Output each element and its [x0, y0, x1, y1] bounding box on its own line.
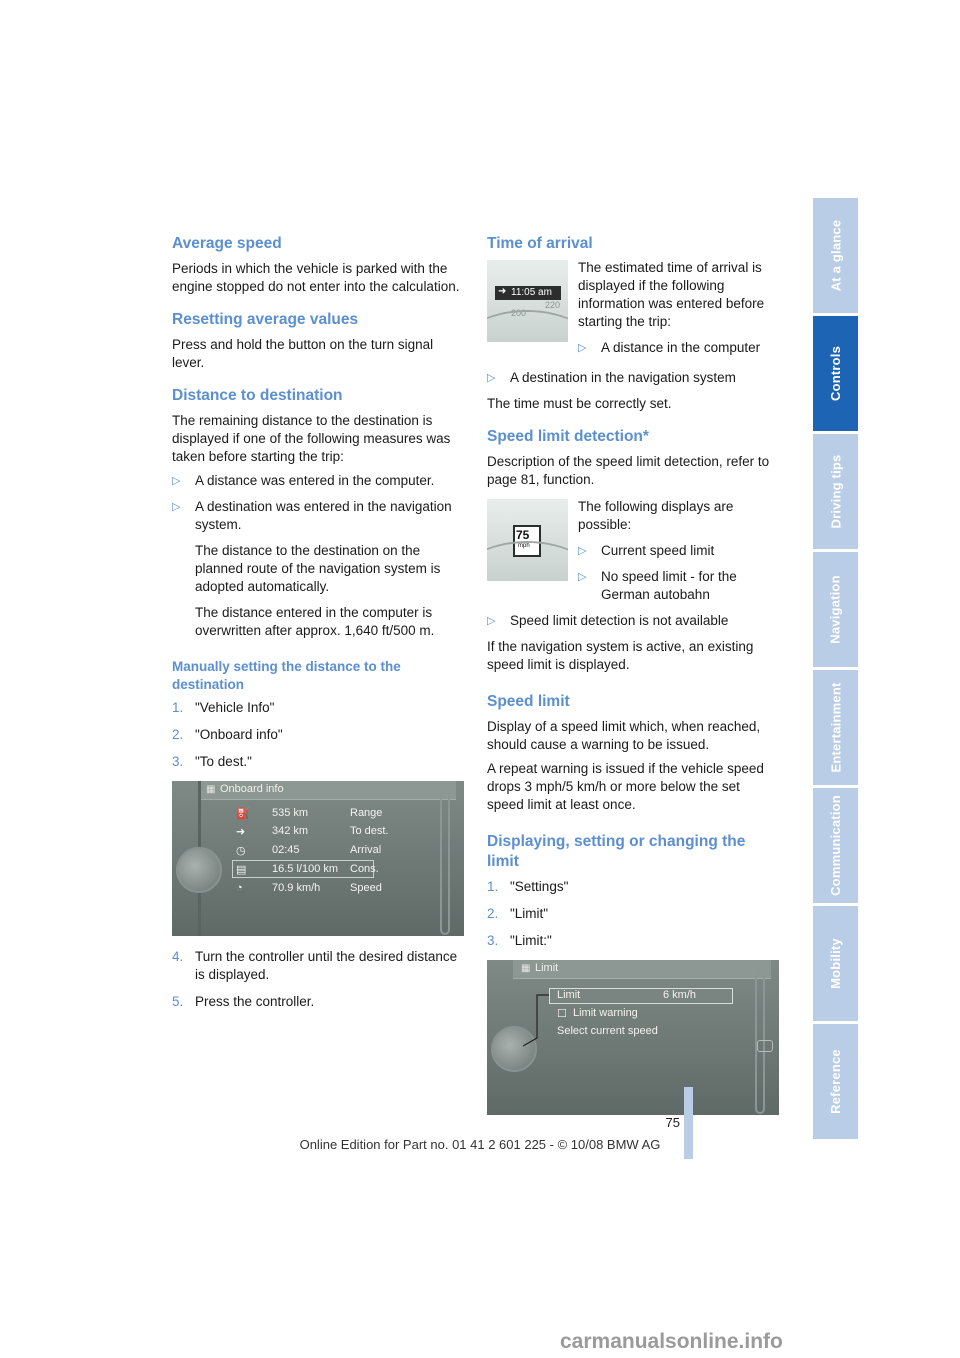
- thumb-tick: 220: [545, 300, 561, 310]
- option-label: Select current speed: [557, 1025, 658, 1037]
- bullet-item: [487, 369, 779, 387]
- step-item: [172, 699, 464, 717]
- step-item: [172, 726, 464, 744]
- tab-at-a-glance[interactable]: [813, 198, 858, 313]
- bullet-item: [172, 498, 464, 534]
- step-text: Turn the controller until the desired distance is displayed.: [195, 949, 458, 982]
- watermark: carmanualsonline.info: [560, 1330, 783, 1353]
- bullet-text: A distance was entered in the computer.: [195, 473, 435, 488]
- text-distance: The remaining distance to the destination is displayed if one of the following measures was taken before starting the trip:: [172, 413, 451, 464]
- text-sld-intro: The following displays are possible:: [578, 499, 734, 532]
- tab-label: Reference: [828, 1049, 844, 1114]
- arrival-figure-group: [487, 260, 779, 365]
- sub-paragraph: The distance to the destination on the planned route of the navigation system is adopted automatically.: [195, 543, 441, 594]
- sub-paragraph: The distance entered in the computer is overwritten after approx. 1,640 ft/500 m.: [195, 605, 435, 638]
- screen-row-label: To dest.: [350, 825, 389, 837]
- tab-label: Controls: [828, 345, 844, 402]
- bullet-marker-icon: ▷: [172, 475, 181, 487]
- limit-field-value: 6 km/h: [663, 989, 697, 1001]
- right-column: [487, 234, 779, 1115]
- step-text: Press the controller.: [195, 994, 315, 1009]
- heading-distance: Distance to destination: [172, 387, 343, 404]
- text-average-speed: Periods in which the vehicle is parked with the engine stopped do not enter into the calculation.: [172, 261, 460, 294]
- speed-sign-value: 75: [516, 528, 530, 542]
- tab-navigation[interactable]: [813, 552, 858, 667]
- step-item: [487, 932, 779, 950]
- text-reset: Press and hold the button on the turn signal lever.: [172, 337, 434, 370]
- section-arrival: [487, 234, 779, 413]
- bullet-marker-icon: ▷: [578, 545, 587, 557]
- tab-label: At a glance: [828, 219, 843, 292]
- bullet-marker-icon: ▷: [172, 501, 181, 513]
- step-number: 4.: [172, 949, 184, 964]
- footer-text: Online Edition for Part no. 01 41 2 601 225 - © 10/08 BMW AG: [299, 1137, 661, 1152]
- heading-manual-distance: Manually setting the distance to the destination: [172, 659, 401, 692]
- step-text: "Settings": [510, 879, 569, 894]
- text-sld-note: If the navigation system is active, an existing speed limit is displayed.: [487, 639, 754, 672]
- arrival-figure-text: [578, 260, 779, 365]
- bullet-item: [487, 612, 779, 630]
- step-item: [172, 948, 464, 984]
- step-number: 2.: [172, 727, 184, 742]
- checkbox-icon: ☐: [557, 1008, 567, 1020]
- section-reset: [172, 310, 464, 372]
- bullet-marker-icon: ▷: [487, 615, 496, 627]
- step-text: "Limit:": [510, 933, 552, 948]
- gauge-arc: [487, 541, 568, 581]
- step-number: 3.: [487, 933, 499, 948]
- bullet-item: [578, 339, 779, 357]
- bullet-text: A distance in the computer: [601, 340, 761, 355]
- page-number: 75: [665, 1115, 680, 1130]
- text-limit-2: A repeat warning is issued if the vehicle speed drops 3 mph/5 km/h or more below the set speed limit at least once.: [487, 761, 764, 812]
- step-number: 2.: [487, 906, 499, 921]
- pump-icon: ▤: [236, 864, 247, 876]
- bullet-text: A destination in the navigation system: [510, 370, 736, 385]
- limit-field-label: Limit: [557, 989, 581, 1001]
- step-text: "To dest.": [195, 754, 252, 769]
- screen-menu-icon: ▦: [206, 784, 216, 795]
- onboard-info-screenshot: [172, 781, 464, 936]
- arrow-icon: ➜: [498, 286, 507, 297]
- tab-label: Driving tips: [828, 454, 844, 529]
- sld-figure-group: [487, 499, 779, 612]
- text-arrival: The estimated time of arrival is displayed if the following information was entered before starting the trip:: [578, 260, 765, 329]
- step-text: "Vehicle Info": [195, 700, 275, 715]
- tab-driving-tips[interactable]: [813, 434, 858, 549]
- checkbox-label: Limit warning: [573, 1007, 638, 1019]
- tab-mobility[interactable]: [813, 906, 858, 1021]
- step-item: [172, 993, 464, 1011]
- heading-reset: Resetting average values: [172, 311, 359, 328]
- tab-reference[interactable]: [813, 1024, 858, 1139]
- arrival-display-thumbnail: [487, 260, 568, 342]
- screen-row-value: 342 km: [272, 825, 309, 837]
- clock-icon: ◷: [236, 845, 246, 857]
- bullet-marker-icon: ▷: [487, 372, 496, 384]
- tab-label: Communication: [828, 795, 844, 896]
- bullet-text: No speed limit - for the German autobahn: [601, 569, 737, 602]
- heading-arrival: Time of arrival: [487, 235, 593, 252]
- screen-row-value: 16.5 l/100 km: [272, 863, 339, 875]
- callout-line: [487, 960, 779, 1115]
- screen-row-label: Range: [350, 807, 383, 819]
- heading-display-limit: Displaying, setting or changing the limit: [487, 833, 746, 870]
- bullet-item: [578, 542, 779, 560]
- flag-icon: ➜: [236, 826, 246, 838]
- tab-label: Mobility: [828, 938, 843, 989]
- step-number: 5.: [172, 994, 184, 1009]
- bullet-marker-icon: ▷: [578, 571, 587, 583]
- section-speed-limit: [487, 692, 779, 814]
- screen-row-value: 535 km: [272, 807, 309, 819]
- screen-row-label: Arrival: [350, 844, 382, 856]
- bullet-text: Speed limit detection is not available: [510, 613, 729, 628]
- screen-row-value: 70.9 km/h: [272, 882, 321, 894]
- screen-title: Limit: [535, 962, 559, 974]
- screen-row-value: 02:45: [272, 844, 300, 856]
- tab-communication[interactable]: [813, 788, 858, 903]
- section-average-speed: [172, 234, 464, 296]
- step-text: "Onboard info": [195, 727, 283, 742]
- speed-sign-thumbnail: [487, 499, 568, 581]
- step-item: [487, 905, 779, 923]
- step-text: "Limit": [510, 906, 549, 921]
- screen-row-label: Cons.: [350, 863, 379, 875]
- chapter-tabs: [813, 198, 858, 1142]
- step-number: 1.: [172, 700, 184, 715]
- step-item: [487, 878, 779, 896]
- bullet-item: [578, 568, 779, 604]
- heading-speed-limit: Speed limit: [487, 693, 570, 710]
- tab-controls[interactable]: [813, 316, 858, 431]
- step-number: 3.: [172, 754, 184, 769]
- step-number: 1.: [487, 879, 499, 894]
- bullet-item: [172, 472, 464, 490]
- text-limit-1: Display of a speed limit which, when reached, should cause a warning to be issued.: [487, 719, 761, 752]
- thumb-time: 11:05 am: [511, 287, 552, 298]
- tab-entertainment[interactable]: [813, 670, 858, 785]
- tab-label: Entertainment: [828, 682, 844, 773]
- screen-edge: [440, 791, 450, 935]
- heading-average-speed: Average speed: [172, 235, 282, 252]
- section-distance: [172, 386, 464, 640]
- screen-menu-icon: ▦: [521, 963, 531, 974]
- limit-screenshot: [487, 960, 779, 1115]
- speed-sign-unit: mph: [518, 543, 530, 549]
- thumb-tick: 200: [511, 308, 527, 318]
- tab-label: Navigation: [828, 575, 843, 644]
- sld-figure-text: [578, 499, 779, 612]
- heading-speed-limit-detection: Speed limit detection*: [487, 428, 649, 445]
- speedometer-icon: ◔: [236, 882, 243, 894]
- text-arrival-note: The time must be correctly set.: [487, 396, 672, 411]
- bullet-marker-icon: ▷: [578, 342, 587, 354]
- screen-title: Onboard info: [220, 783, 284, 795]
- screen-row-label: Speed: [350, 882, 382, 894]
- bullet-text: A destination was entered in the navigation system.: [195, 499, 452, 532]
- left-column: [172, 234, 464, 1020]
- fuel-icon: ⛽: [236, 808, 250, 820]
- section-speed-limit-detection: [487, 427, 779, 674]
- controller-knob-icon: [176, 847, 222, 893]
- gauge-arc: [487, 310, 568, 342]
- bullet-text: Current speed limit: [601, 543, 715, 558]
- text-sld: Description of the speed limit detection, refer to page 81, function.: [487, 454, 770, 487]
- step-item: [172, 753, 464, 771]
